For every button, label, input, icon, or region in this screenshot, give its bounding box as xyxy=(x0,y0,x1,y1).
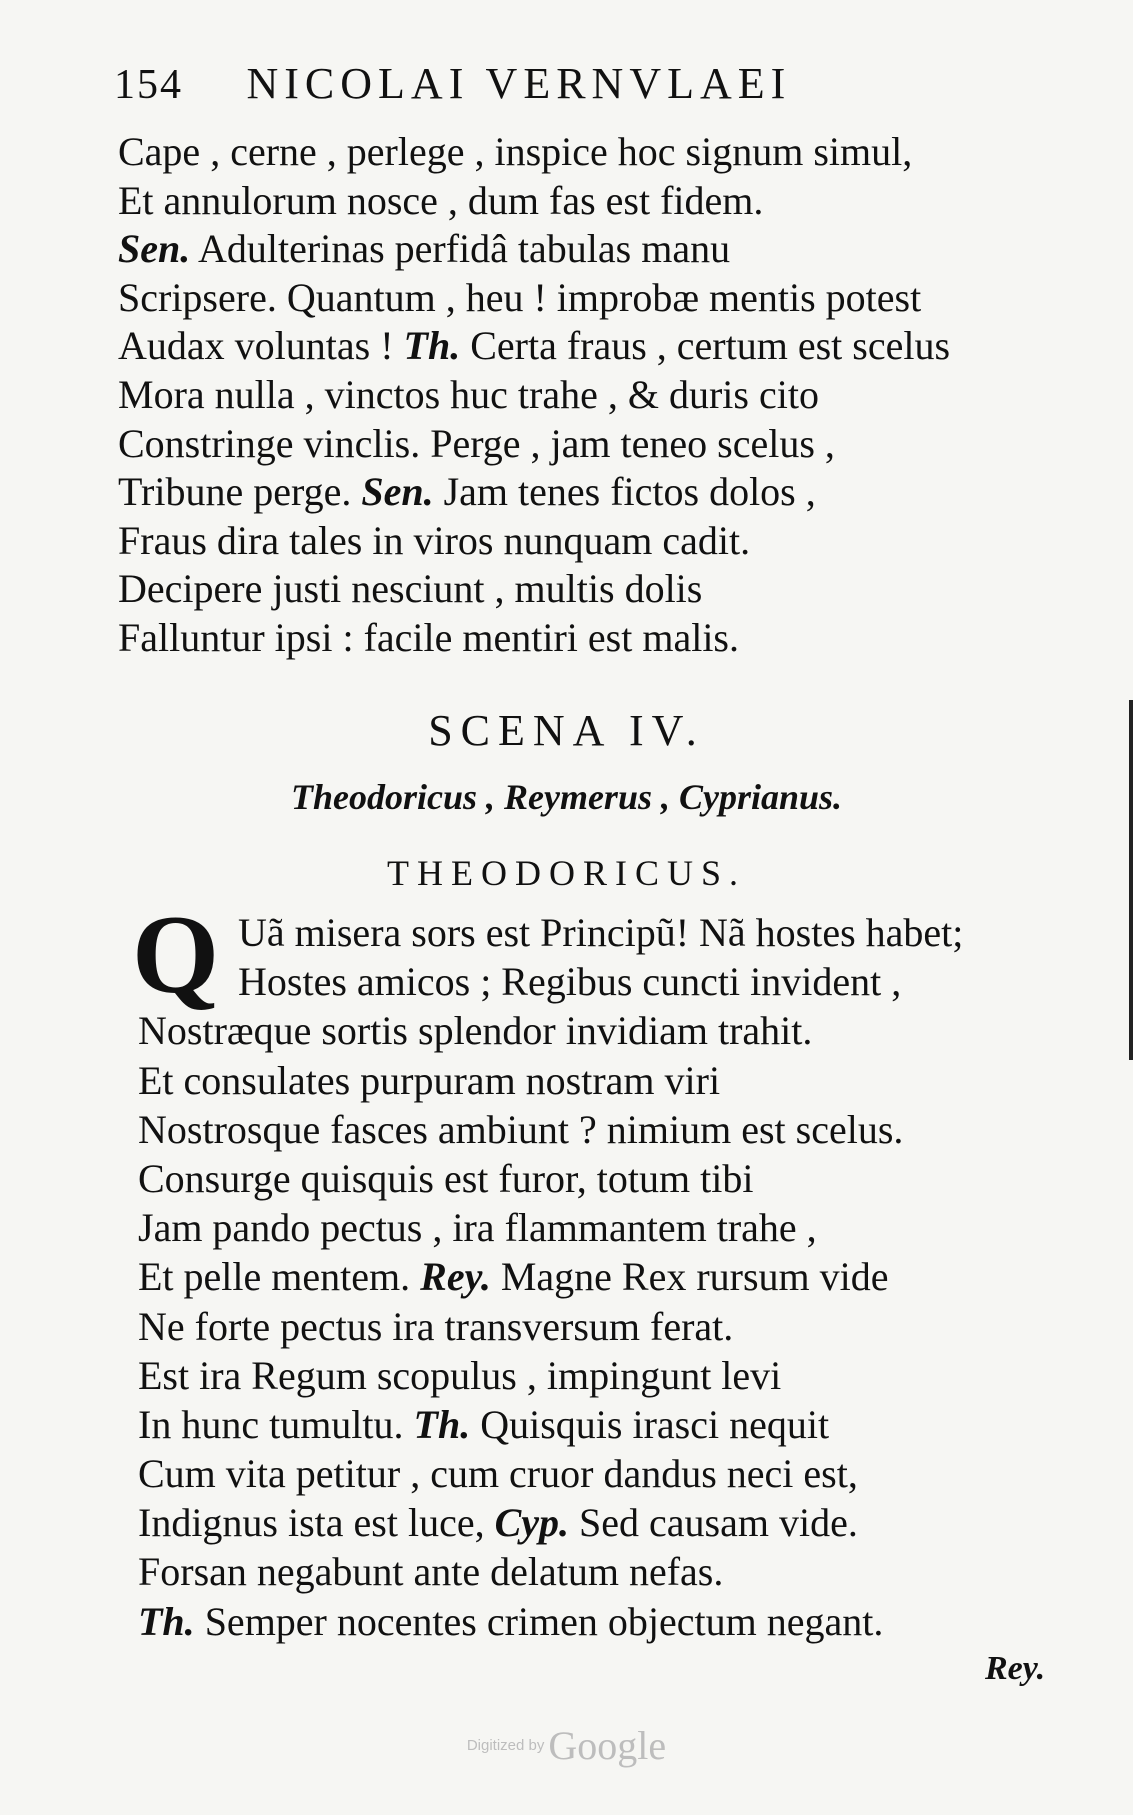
verse-text: Nostrosque fasces ambiunt ? nimium est scelus. xyxy=(138,1106,904,1152)
verse-line xyxy=(138,1203,1078,1252)
google-logo: Google xyxy=(548,1723,667,1768)
verse-line xyxy=(118,322,1058,371)
verse-text: Nostræque sortis splendor invidiam trahit. xyxy=(138,1008,813,1054)
speaker-label: Sen. xyxy=(361,469,434,515)
verse-line xyxy=(138,1498,1078,1547)
verse-text: Consurge quisquis est furor, totum tibi xyxy=(138,1155,754,1201)
verse-text: In hunc tumultu. xyxy=(138,1401,414,1447)
scene-heading: SCENA IV. xyxy=(428,706,705,755)
verse-line xyxy=(138,1105,1078,1154)
verse-line xyxy=(138,908,1078,957)
verse-block-scene xyxy=(138,908,1078,1646)
verse-line xyxy=(118,565,1058,614)
verse-text: Forsan negabunt ante delatum nefas. xyxy=(138,1549,724,1595)
verse-line xyxy=(138,1154,1078,1203)
verse-line xyxy=(118,128,1058,177)
digitized-by-text: Digitized by xyxy=(466,1737,545,1754)
verse-text: Est ira Regum scopulus , impingunt levi xyxy=(138,1352,782,1398)
verse-line xyxy=(118,614,1058,663)
verse-line xyxy=(118,420,1058,469)
verse-text: Mora nulla , vinctos huc trahe , & duris cito xyxy=(118,371,819,417)
verse-text: Jam pando pectus , ira flammantem trahe , xyxy=(138,1205,817,1251)
verse-text: Cum vita petitur , cum cruor dandus neci est, xyxy=(138,1451,858,1497)
verse-line xyxy=(118,371,1058,420)
verse-line xyxy=(138,1449,1078,1498)
verse-text: Fraus dira tales in viros nunquam cadit. xyxy=(118,517,751,563)
verse-line xyxy=(138,1006,1078,1055)
verse-line xyxy=(118,468,1058,517)
verse-line xyxy=(138,1351,1078,1400)
verse-text: Et consulates purpuram nostram viri xyxy=(138,1057,721,1103)
speaker-heading: THEODORICUS. xyxy=(386,853,746,893)
verse-text: Adulterinas perfidâ tabulas manu xyxy=(190,226,731,272)
verse-line xyxy=(118,274,1058,323)
verse-text: Quisquis irasci nequit xyxy=(470,1401,830,1447)
verse-block-top xyxy=(118,128,1058,663)
speaker-label: Th. xyxy=(403,323,461,369)
verse-line xyxy=(138,1400,1078,1449)
drop-cap: Q xyxy=(132,893,220,1017)
speaker-label: Th. xyxy=(138,1598,195,1644)
page-number: 154 xyxy=(114,62,183,108)
verse-text: Et annulorum nosce , dum fas est fidem. xyxy=(118,177,764,223)
speaker-label: Cyp. xyxy=(494,1500,570,1546)
verse-text: Sed causam vide. xyxy=(569,1500,858,1546)
verse-text: Ne forte pectus ira transversum ferat. xyxy=(138,1303,734,1349)
verse-text: Semper nocentes crimen objectum negant. xyxy=(194,1598,884,1644)
verse-line xyxy=(118,225,1058,274)
running-title: NICOLAI VERNVLAEI xyxy=(246,59,792,108)
verse-text: Tribune perge. xyxy=(118,469,362,515)
digitized-watermark xyxy=(0,1722,1133,1769)
verse-text: Audax voluntas ! xyxy=(118,323,404,369)
verse-line xyxy=(138,1597,1078,1646)
verse-line xyxy=(138,1302,1078,1351)
catchword: Rey. xyxy=(985,1650,1046,1687)
verse-line xyxy=(138,1056,1078,1105)
speaker-label: Sen. xyxy=(118,226,191,272)
verse-text: Jam tenes fictos dolos , xyxy=(433,469,816,515)
verse-text: Decipere justi nesciunt , multis dolis xyxy=(118,566,703,612)
verse-text: Uã misera sors est Principũ! Nã hostes habet; xyxy=(238,910,964,955)
speaker-label: Rey. xyxy=(420,1254,491,1300)
running-head xyxy=(114,58,1014,118)
verse-line xyxy=(118,517,1058,566)
verse-text: Et pelle mentem. xyxy=(138,1254,421,1300)
verse-line xyxy=(138,1547,1078,1596)
verse-text: Magne Rex rursum vide xyxy=(490,1254,889,1300)
dramatis-personae: Theodoricus , Reymerus , Cyprianus. xyxy=(290,777,843,817)
verse-text: Scripsere. Quantum , heu ! improbæ mentis potest xyxy=(118,274,922,320)
verse-text: Hostes amicos ; Regibus cuncti invident , xyxy=(238,959,902,1005)
verse-text: Certa fraus , certum est scelus xyxy=(460,323,951,369)
verse-line xyxy=(138,957,1078,1006)
verse-text: Cape , cerne , perlege , inspice hoc signum simul, xyxy=(118,129,913,174)
verse-line xyxy=(118,177,1058,226)
verse-line xyxy=(138,1252,1078,1301)
verse-text: Constringe vinclis. Perge , jam teneo scelus , xyxy=(118,420,835,466)
speaker-label: Th. xyxy=(413,1401,471,1447)
verse-text: Falluntur ipsi : facile mentiri est malis. xyxy=(118,614,739,660)
verse-text: Indignus ista est luce, xyxy=(138,1500,495,1546)
